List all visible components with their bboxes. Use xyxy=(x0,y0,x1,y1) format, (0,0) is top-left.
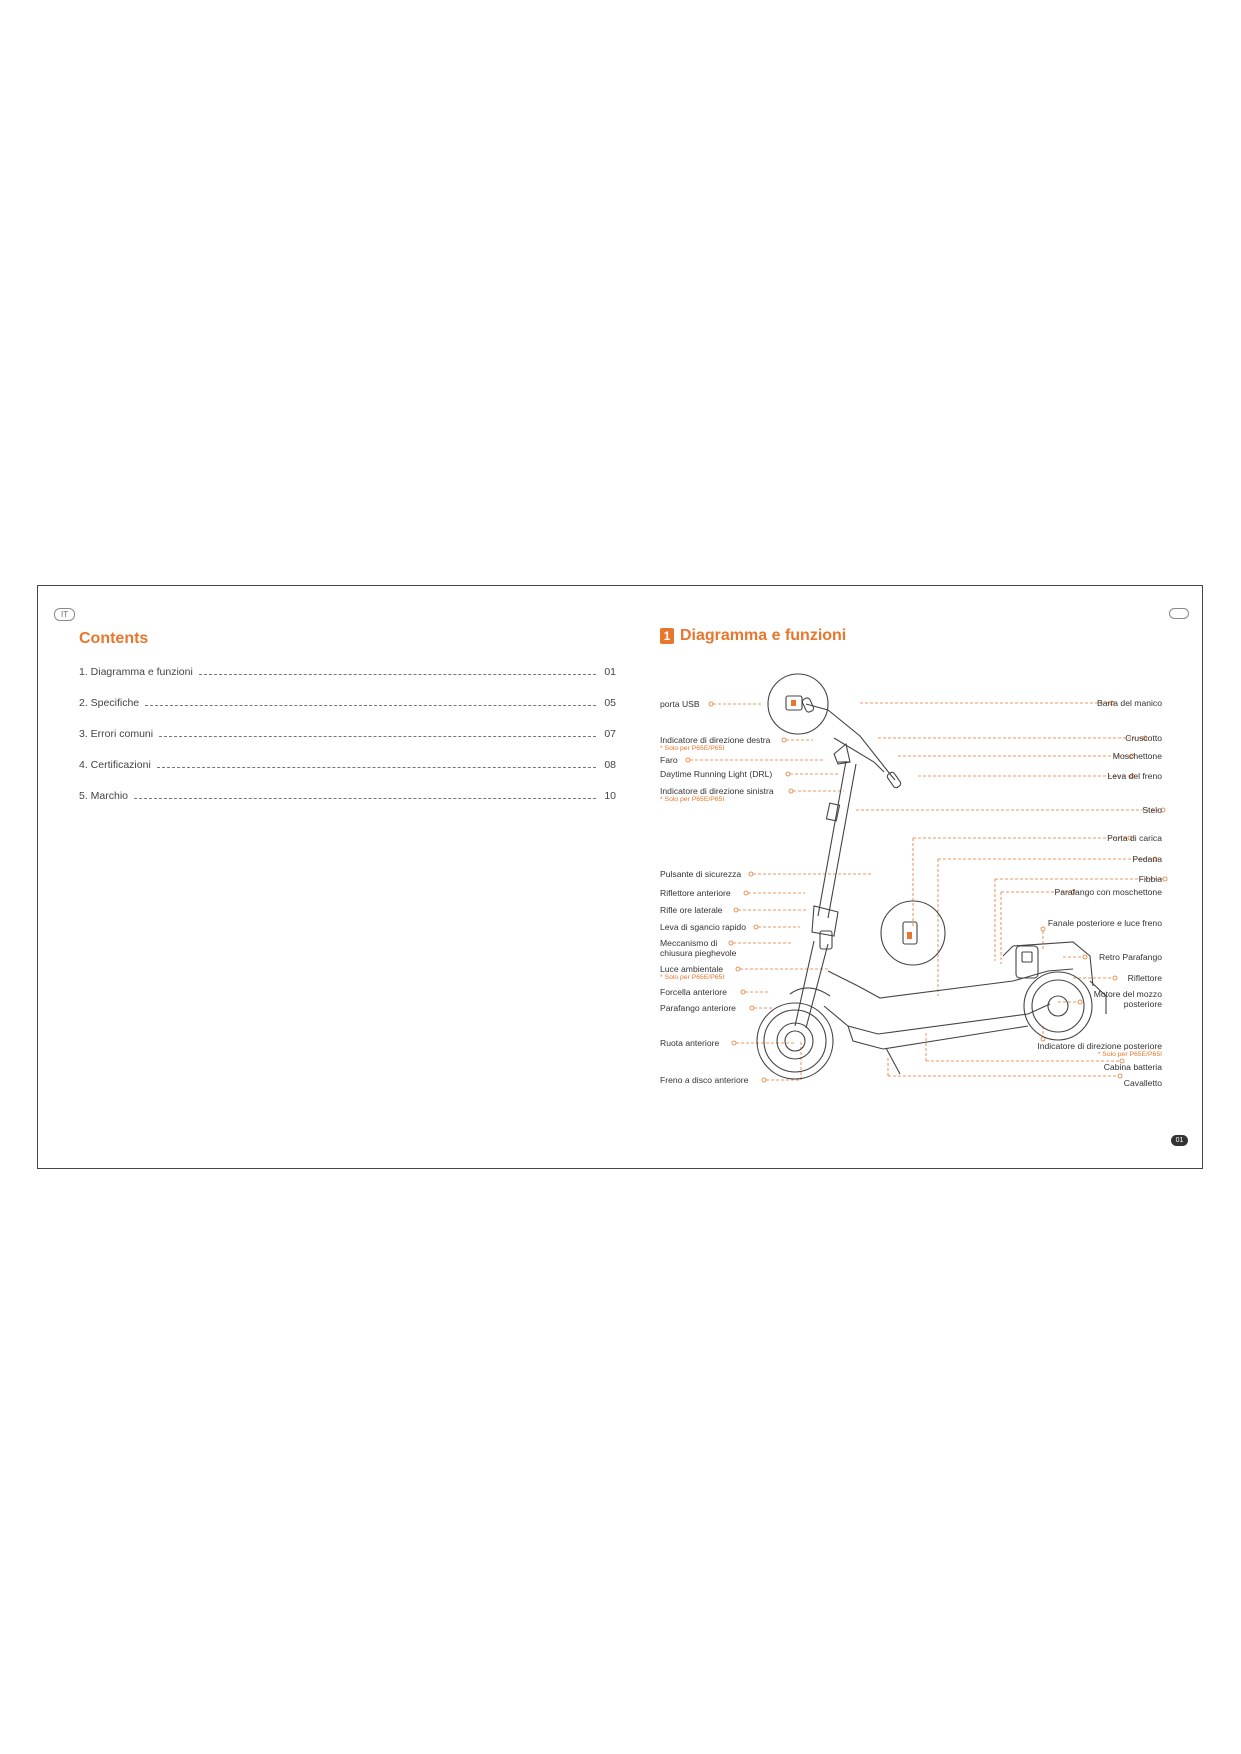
label-indicatore-posteriore: Indicatore di direzione posteriore xyxy=(1037,1041,1162,1051)
section-title-text: Diagramma e funzioni xyxy=(680,627,847,644)
label-barra-manico: Barra del manico xyxy=(1097,698,1162,708)
toc-item-label: 2. Specifiche xyxy=(79,697,140,709)
label-porta-carica: Porta di carica xyxy=(1107,833,1162,843)
scooter-diagram xyxy=(38,586,1203,1169)
toc-item-label: 1. Diagramma e funzioni xyxy=(79,666,193,678)
toc-item-page: 07 xyxy=(604,728,616,740)
label-indicatore-sinistra: Indicatore di direzione sinistra xyxy=(660,786,774,796)
label-freno-disco: Freno a disco anteriore xyxy=(660,1075,749,1085)
page-number: 01 xyxy=(1171,1135,1188,1146)
label-parafango-moschettone: Parafango con moschettone xyxy=(1054,887,1162,897)
label-drl: Daytime Running Light (DRL) xyxy=(660,769,773,779)
label-riflettore-anteriore: Riflettore anteriore xyxy=(660,888,731,898)
label-pulsante-sicurezza: Pulsante di sicurezza xyxy=(660,869,742,879)
model-note: * Solo per P65E/P65I xyxy=(660,796,725,803)
label-retro-parafango: Retro Parafango xyxy=(1098,952,1162,962)
scooter-outline xyxy=(757,674,1106,1079)
label-ruota-anteriore: Ruota anteriore xyxy=(660,1038,720,1048)
toc-item-page: 01 xyxy=(604,666,616,678)
toc-item-label: 3. Errori comuni xyxy=(79,728,154,740)
manual-spread xyxy=(37,585,1203,1169)
toc-item-label: 5. Marchio xyxy=(79,790,129,802)
label-porta-usb: porta USB xyxy=(660,699,700,709)
toc-item-page: 08 xyxy=(604,759,616,771)
label-luce-ambientale: Luce ambientale xyxy=(660,964,724,974)
model-note: * Solo per P65E/P65I xyxy=(660,974,725,981)
label-meccanismo-chiusura: Meccanismo di chiusura pieghevole xyxy=(660,938,737,958)
label-cavalletto: Cavalletto xyxy=(1123,1078,1162,1088)
label-indicatore-destra: Indicatore di direzione destra xyxy=(660,735,771,745)
label-cruscotto: Cruscotto xyxy=(1125,733,1162,743)
label-cabina-batteria: Cabina batteria xyxy=(1103,1062,1162,1072)
label-moschettone: Moschettone xyxy=(1112,751,1162,761)
model-note: * Solo per P65E/P65I xyxy=(1097,1051,1162,1058)
label-riflettore-laterale: Rifle ore laterale xyxy=(660,905,723,915)
toc-item-label: 4. Certificazioni xyxy=(79,759,151,771)
label-leva-freno: Leva del freno xyxy=(1107,771,1162,781)
contents-title: Contents xyxy=(79,630,149,647)
model-note: * Solo per P65E/P65I xyxy=(660,745,725,752)
highlight-parts xyxy=(791,700,912,939)
label-riflettore: Riflettore xyxy=(1127,973,1162,983)
language-badge: IT xyxy=(54,608,75,621)
label-leva-sgancio: Leva di sgancio rapido xyxy=(660,922,746,932)
label-parafango-anteriore: Parafango anteriore xyxy=(660,1003,736,1013)
section-number: 1 xyxy=(660,628,674,644)
label-motore-mozzo: Motore del mozzo posteriore xyxy=(1093,989,1162,1009)
toc-item-page: 10 xyxy=(604,790,616,802)
label-fibbia: Fibbia xyxy=(1138,874,1162,884)
label-fanale-posteriore: Fanale posteriore e luce freno xyxy=(1047,918,1162,928)
label-faro: Faro xyxy=(660,755,678,765)
label-pedana: Pedana xyxy=(1132,854,1162,864)
toc-item-page: 05 xyxy=(604,697,616,709)
label-stelo: Stelo xyxy=(1142,805,1162,815)
label-forcella-anteriore: Forcella anteriore xyxy=(660,987,727,997)
